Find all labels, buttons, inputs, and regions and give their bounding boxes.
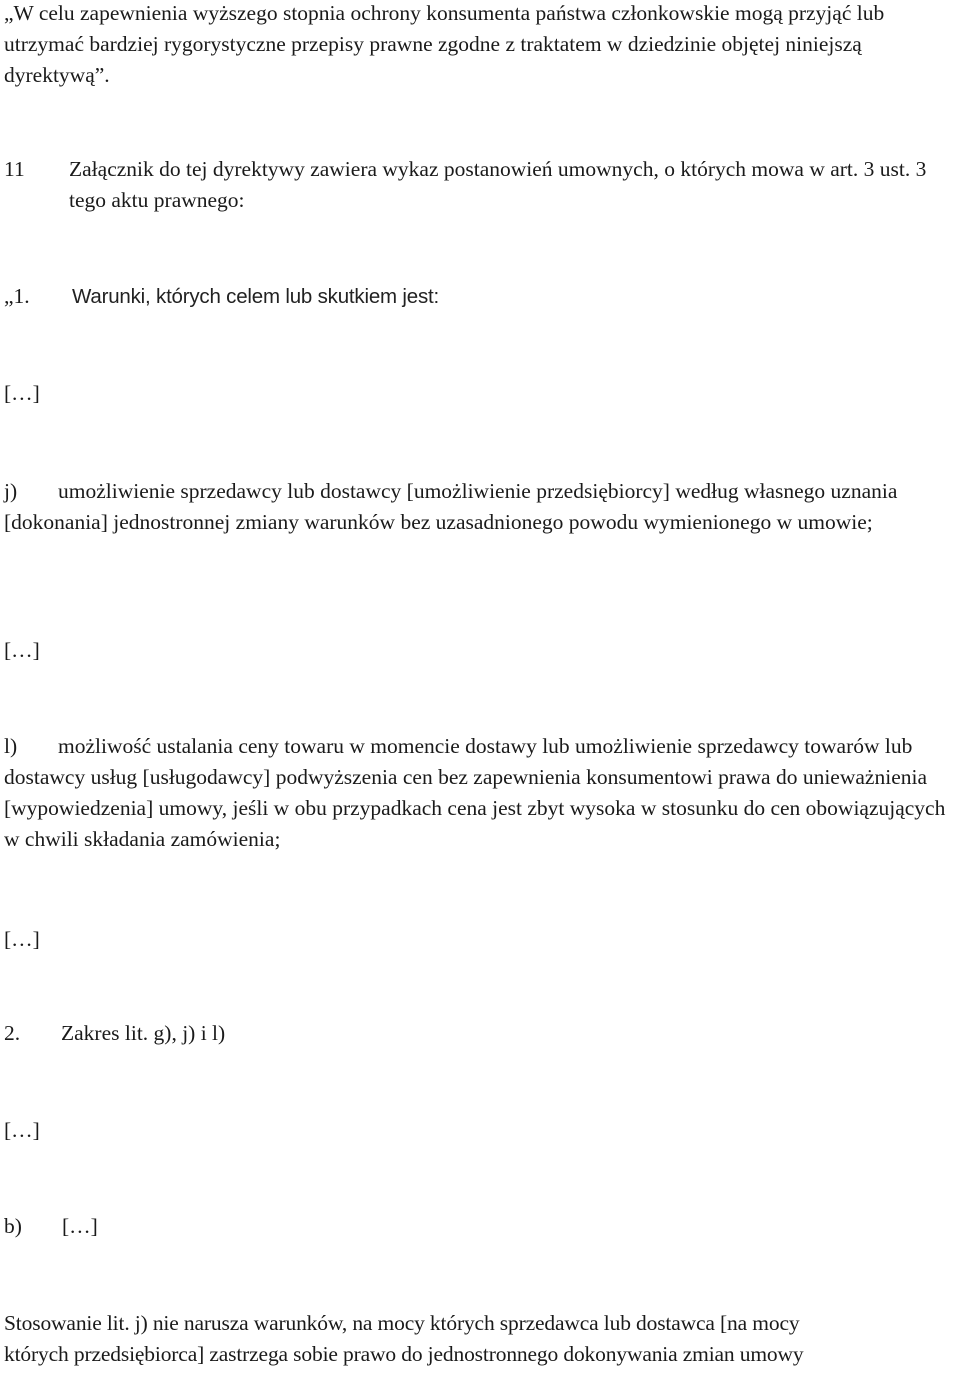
point-11-text: Załącznik do tej dyrektywy zawiera wykaz postanowień umownych, o których mowa w art. 3 ust. 3 tego aktu prawnego: [69, 157, 927, 212]
ellipsis-marker: […] [4, 927, 40, 951]
point-1-paragraph [4, 281, 960, 312]
closing-paragraph [4, 1308, 960, 1370]
item-j-paragraph [4, 476, 960, 538]
item-b-label: b) [4, 1214, 22, 1238]
point-2-paragraph [4, 1018, 960, 1049]
closing-line-1: Stosowanie lit. j) nie narusza warunków, na mocy których sprzedawca lub dostawca [na mocy [4, 1311, 800, 1335]
intro-quote-paragraph: „W celu zapewnienia wyższego stopnia ochrony konsumenta państwa członkowskie mogą przyjąć lub utrzymać bardziej rygorystyczne przepisy prawne zgodne z traktatem w dziedzinie objętej niniejszą dyrektywą”. [4, 1, 885, 87]
point-2-number: 2. [4, 1021, 21, 1045]
point-2-text: Zakres lit. g), j) i l) [61, 1021, 226, 1045]
item-l-text: możliwość ustalania ceny towaru w momencie dostawy lub umożliwienie sprzedawcy towarów lub dostawcy usług [usługodawcy] podwyższenia cen bez zapewnienia konsumentowi prawa do unieważnienia [wypowiedzenia] umowy, jeśli w obu przypadkach cena jest zbyt wysoka w stosunku do cen obowiązujących w chwili składania zamówienia; [4, 734, 946, 851]
item-l-label: l) [4, 734, 18, 758]
point-11-number: 11 [4, 157, 25, 181]
ellipsis-marker: […] [4, 381, 40, 405]
closing-line-2: których przedsiębiorca] zastrzega sobie prawo do jednostronnego dokonywania zmian umowy [4, 1342, 804, 1366]
ellipsis-marker: […] [4, 638, 40, 662]
item-b-text: […] [62, 1214, 98, 1238]
point-1-number: „1. [4, 284, 30, 308]
ellipsis-marker: […] [4, 1118, 40, 1142]
item-j-text: umożliwienie sprzedawcy lub dostawcy [umożliwienie przedsiębiorcy] według własnego uznania [dokonania] jednostronnej zmiany warunków bez uzasadnionego powodu wymienionego w umowie; [4, 479, 898, 534]
item-l-paragraph [4, 731, 960, 855]
point-1-text: Warunki, których celem lub skutkiem jest: [72, 285, 439, 308]
item-j-label: j) [4, 479, 18, 503]
point-11-paragraph [4, 154, 960, 216]
item-b-paragraph [4, 1211, 960, 1242]
